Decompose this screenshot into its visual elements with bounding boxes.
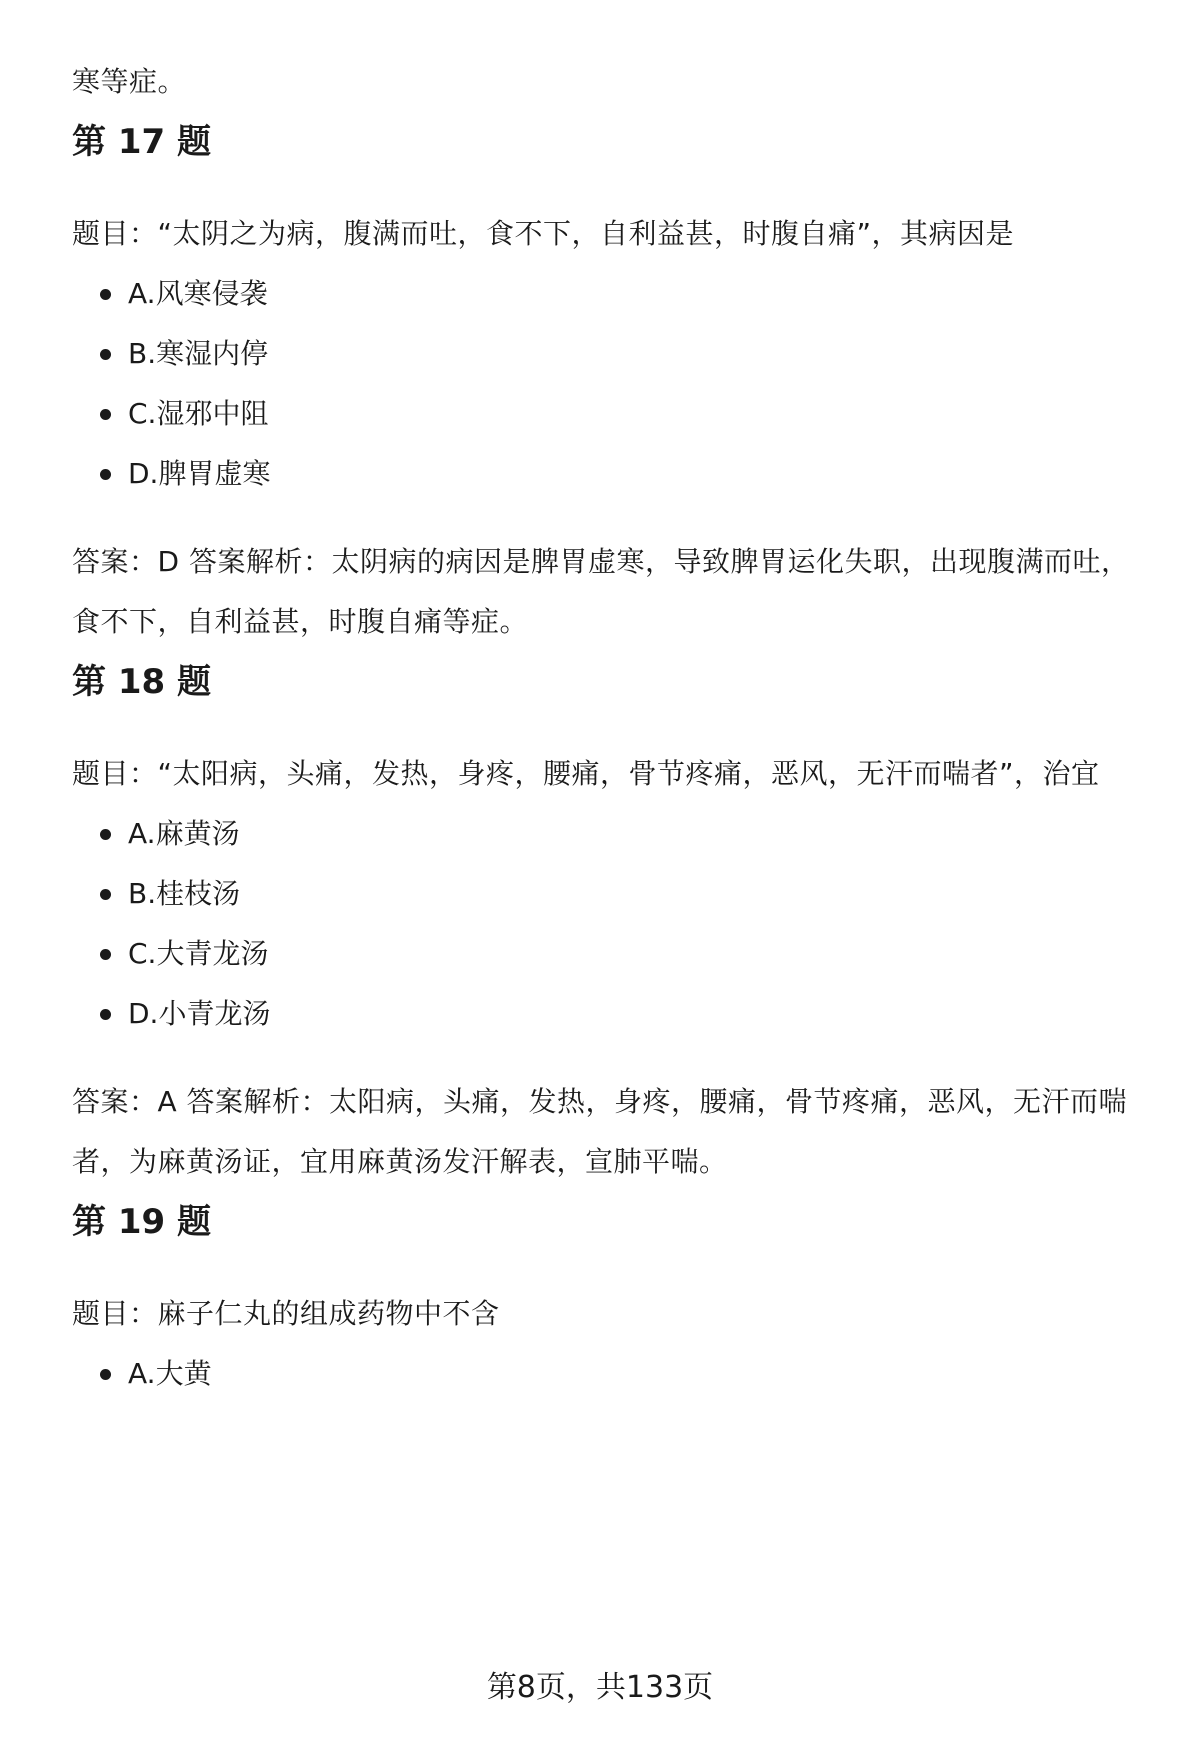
- option-label: A.风寒侵袭: [128, 277, 268, 310]
- question-heading: 第 17 题: [72, 122, 211, 162]
- option-label: B.寒湿内停: [128, 337, 269, 370]
- bullet-icon: [100, 829, 111, 840]
- question-heading: 第 18 题: [72, 662, 211, 702]
- option-item: [72, 264, 1142, 324]
- option-label: A.麻黄汤: [128, 817, 240, 850]
- question-17: [72, 112, 1142, 652]
- question-heading: 第 19 题: [72, 1202, 211, 1242]
- page-footer: 第8页，共133页: [486, 1670, 714, 1705]
- option-label: C.大青龙汤: [128, 937, 269, 970]
- option-label: D.小青龙汤: [128, 997, 271, 1030]
- option-label: A.大黄: [128, 1357, 212, 1390]
- bullet-icon: [100, 409, 111, 420]
- document-page: [72, 0, 1142, 1404]
- option-item: [72, 384, 1142, 444]
- question-stem: 题目：“太阴之为病，腹满而吐，食不下，自利益甚，时腹自痛”，其病因是: [72, 217, 1015, 250]
- question-18: [72, 652, 1142, 1192]
- option-item: [72, 324, 1142, 384]
- option-item: [72, 444, 1142, 504]
- option-label: C.湿邪中阻: [128, 397, 269, 430]
- option-item: [72, 924, 1142, 984]
- bullet-icon: [100, 349, 111, 360]
- question-19: [72, 1192, 1142, 1404]
- bullet-icon: [100, 889, 111, 900]
- option-label: D.脾胃虚寒: [128, 457, 271, 490]
- option-list: [72, 804, 1142, 1044]
- question-stem: 题目：麻子仁丸的组成药物中不含: [72, 1297, 500, 1330]
- answer-explanation: 答案：D 答案解析：太阴病的病因是脾胃虚寒，导致脾胃运化失职，出现腹满而吐，食不下，自利益甚，时腹自痛等症。: [72, 545, 1130, 638]
- option-list: [72, 1344, 1142, 1404]
- question-stem: 题目：“太阳病，头痛，发热，身疼，腰痛，骨节疼痛，恶风，无汗而喘者”，治宜: [72, 757, 1100, 790]
- bullet-icon: [100, 289, 111, 300]
- option-item: [72, 804, 1142, 864]
- bullet-icon: [100, 469, 111, 480]
- option-label: B.桂枝汤: [128, 877, 241, 910]
- option-item: [72, 864, 1142, 924]
- bullet-icon: [100, 1009, 111, 1020]
- lead-text: 寒等症。: [72, 65, 187, 98]
- bullet-icon: [100, 949, 111, 960]
- bullet-icon: [100, 1369, 111, 1380]
- option-item: [72, 1344, 1142, 1404]
- option-list: [72, 264, 1142, 504]
- option-item: [72, 984, 1142, 1044]
- answer-explanation: 答案：A 答案解析：太阳病，头痛，发热，身疼，腰痛，骨节疼痛，恶风，无汗而喘者，为麻黄汤证，宜用麻黄汤发汗解表，宣肺平喘。: [72, 1085, 1128, 1178]
